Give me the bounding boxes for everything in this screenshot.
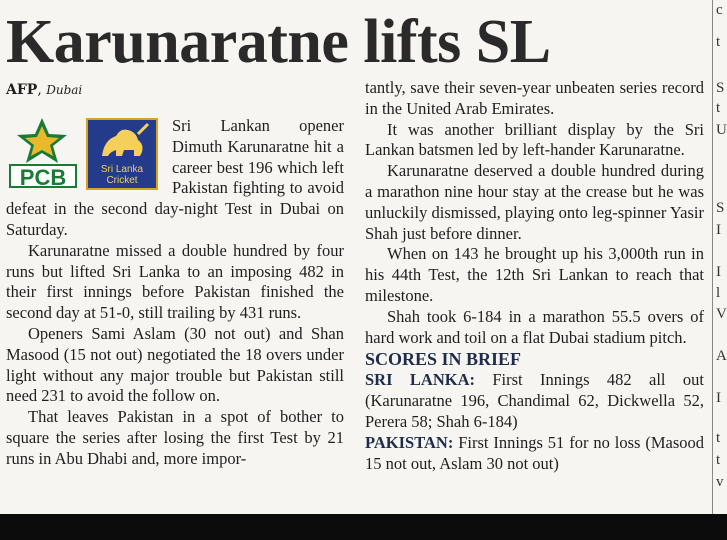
score-line-sri-lanka [365, 370, 704, 432]
team-logos [6, 116, 166, 194]
article-column-2 [365, 78, 704, 474]
edge-char: S [716, 200, 725, 216]
edge-char: t [716, 452, 721, 468]
paragraph: tantly, save their seven-year unbeaten series record in the United Arab Emirates. [365, 78, 704, 118]
edge-char: V [716, 306, 727, 322]
paragraph: Openers Sami Aslam (30 not out) and Shan Masood (15 not out) negotiated the 18 overs under light without any major trouble but Pakistan still need 231 to avoid the follow on. [6, 323, 344, 406]
edge-char: t [716, 430, 721, 446]
adjacent-column-edge [712, 0, 727, 514]
paragraph: Sri Lankan opener Dimuth Karunaratne hit a career best 196 which left Pakistan fighting to avoid defeat in the second day-night Test in Dubai on Saturday. [6, 116, 344, 239]
edge-char: U [716, 122, 727, 138]
sri-lanka-cricket-logo [86, 118, 158, 190]
edge-char: I [716, 390, 721, 406]
paragraph: Shah took 6-184 in a marathon 55.5 overs of hard work and toil on a flat Dubai stadium pitch. [365, 306, 704, 347]
sl-logo-line-1: Sri Lanka [100, 164, 144, 175]
pcb-logo [6, 116, 78, 192]
byline [6, 80, 82, 100]
paragraph: It was another brilliant display by the Sri Lankan batsmen led by left-hander Karunaratne. [365, 119, 704, 160]
lion-icon [88, 120, 156, 162]
pcb-star-icon [6, 116, 78, 166]
pcb-logo-text: PCB [9, 164, 77, 188]
paragraph: That leaves Pakistan in a spot of bother to square the series after losing the first Test by 21 runs in Abu Dhabi and, more impor- [6, 407, 344, 468]
article-column-1 [6, 116, 344, 470]
score-text: First Innings 482 all out (Karunaratne 196, Chandimal 62, Dickwella 52, Perera 58; Shah 6-184) [365, 370, 704, 431]
bottom-black-bar [0, 514, 727, 540]
sl-logo-line-2: Cricket [106, 175, 138, 186]
paragraph: Karunaratne deserved a double hundred during a marathon nine hour stay at the crease but he was unluckily dismissed, playing onto leg-spinner Yasir Shah just before dinner. [365, 161, 704, 243]
paragraph: When on 143 he brought up his 3,000th run in his 44th Test, the 12th Sri Lankan to reach that milestone. [365, 244, 704, 305]
byline-place: Dubai [46, 83, 83, 97]
edge-char: I [716, 264, 721, 280]
edge-char: S [716, 80, 725, 96]
edge-char: t [716, 34, 721, 50]
edge-char: l [716, 285, 721, 301]
edge-char: v [716, 474, 724, 490]
score-team: PAKISTAN: [365, 432, 454, 452]
scores-heading: SCORES IN BRIEF [365, 349, 522, 370]
sri-lanka-cricket-logo-text [88, 164, 156, 186]
byline-separator: , [37, 82, 42, 98]
edge-char: A [716, 348, 727, 364]
headline: Karunaratne lifts SL [6, 8, 551, 76]
score-text: First Innings 51 for no loss (Masood 15 not out, Aslam 30 not out) [365, 432, 704, 473]
score-line-pakistan [365, 433, 704, 475]
edge-char: t [716, 100, 721, 116]
edge-char: c [716, 2, 723, 18]
edge-char: I [716, 222, 721, 238]
paragraph: Karunaratne missed a double hundred by four runs but lifted Sri Lanka to an imposing 482 in their first innings before Pakistan finished the second day at 51-0, still trailing by 431 runs. [6, 240, 344, 323]
score-team: SRI LANKA: [365, 370, 475, 390]
byline-agency: AFP [6, 82, 38, 98]
